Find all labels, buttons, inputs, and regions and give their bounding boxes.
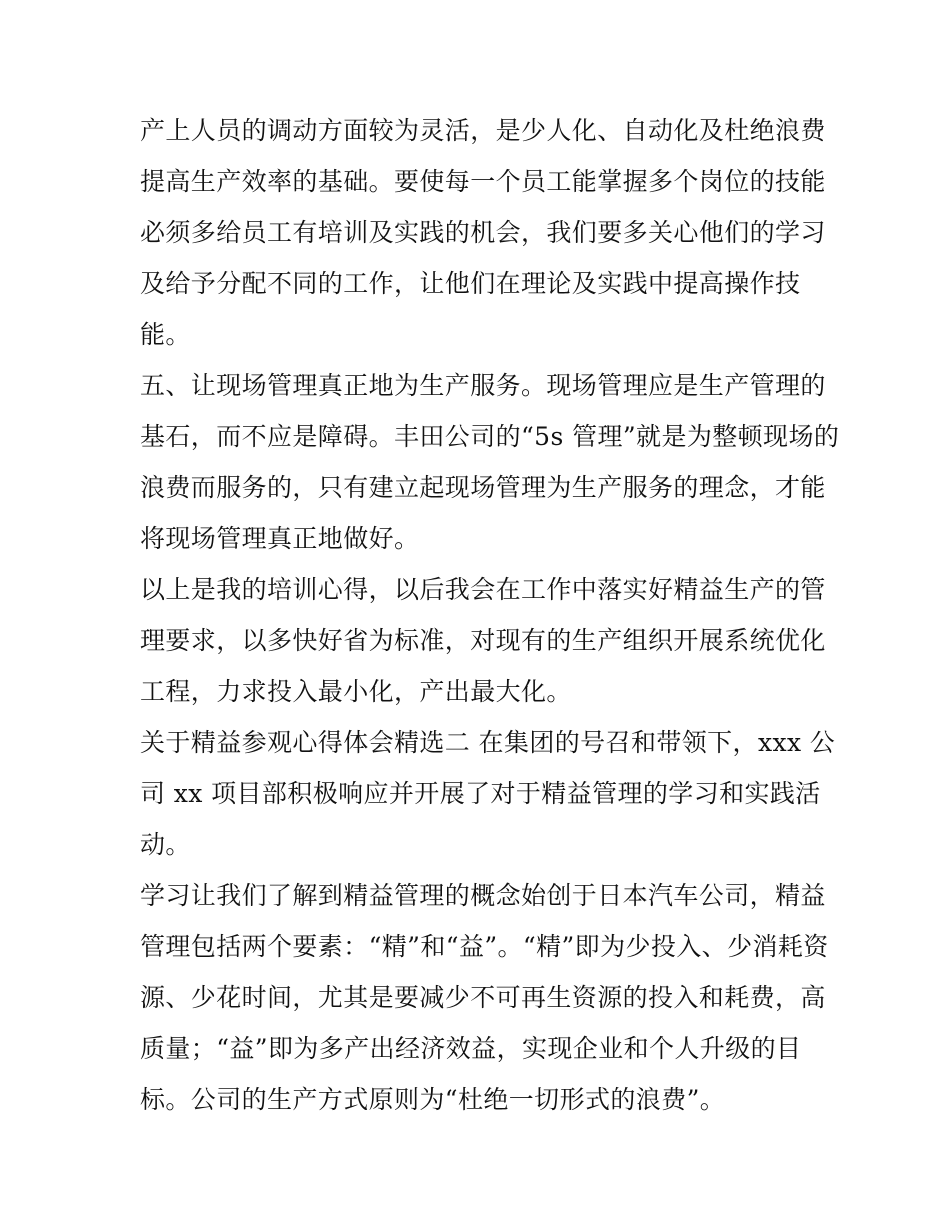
text-line: 将现场管理真正地做好。: [140, 524, 420, 553]
text-line: 及给予分配不同的工作，让他们在理论及实践中提高操作技: [140, 269, 801, 298]
text-line: 学习让我们了解到精益管理的概念始创于日本汽车公司，精益: [140, 881, 826, 910]
document-body: [140, 105, 840, 1125]
text-line: 以上是我的培训心得，以后我会在工作中落实好精益生产的管: [140, 575, 826, 604]
text-line: 标。公司的生产方式原则为“杜绝一切形式的浪费”。: [140, 1085, 726, 1114]
text-line: 源、少花时间，尤其是要减少不可再生资源的投入和耗费，高: [140, 983, 826, 1012]
text-line: 动。: [140, 830, 191, 859]
text-line: 必须多给员工有培训及实践的机会，我们要多关心他们的学习: [140, 218, 826, 247]
text-line: 基石，而不应是障碍。丰田公司的“5s 管理”就是为整顿现场的: [140, 422, 840, 451]
text-line: 司 xx 项目部积极响应并开展了对于精益管理的学习和实践活: [140, 779, 821, 808]
text-line: 关于精益参观心得体会精选二 在集团的号召和带领下，xxx 公: [140, 728, 836, 757]
text-line: 管理包括两个要素：“精”和“益”。“精”即为少投入、少消耗资: [140, 932, 829, 961]
text-line: 工程，力求投入最小化，产出最大化。: [140, 677, 572, 706]
text-line: 浪费而服务的，只有建立起现场管理为生产服务的理念，才能: [140, 473, 826, 502]
text-line: 提高生产效率的基础。要使每一个员工能掌握多个岗位的技能: [140, 167, 826, 196]
text-line: 五、让现场管理真正地为生产服务。现场管理应是生产管理的: [140, 371, 826, 400]
text-line: 质量；“益”即为多产出经济效益，实现企业和个人升级的目: [140, 1034, 802, 1063]
text-line: 能。: [140, 320, 191, 349]
text-line: 产上人员的调动方面较为灵活，是少人化、自动化及杜绝浪费: [140, 116, 826, 145]
text-line: 理要求，以多快好省为标准，对现有的生产组织开展系统优化: [140, 626, 826, 655]
